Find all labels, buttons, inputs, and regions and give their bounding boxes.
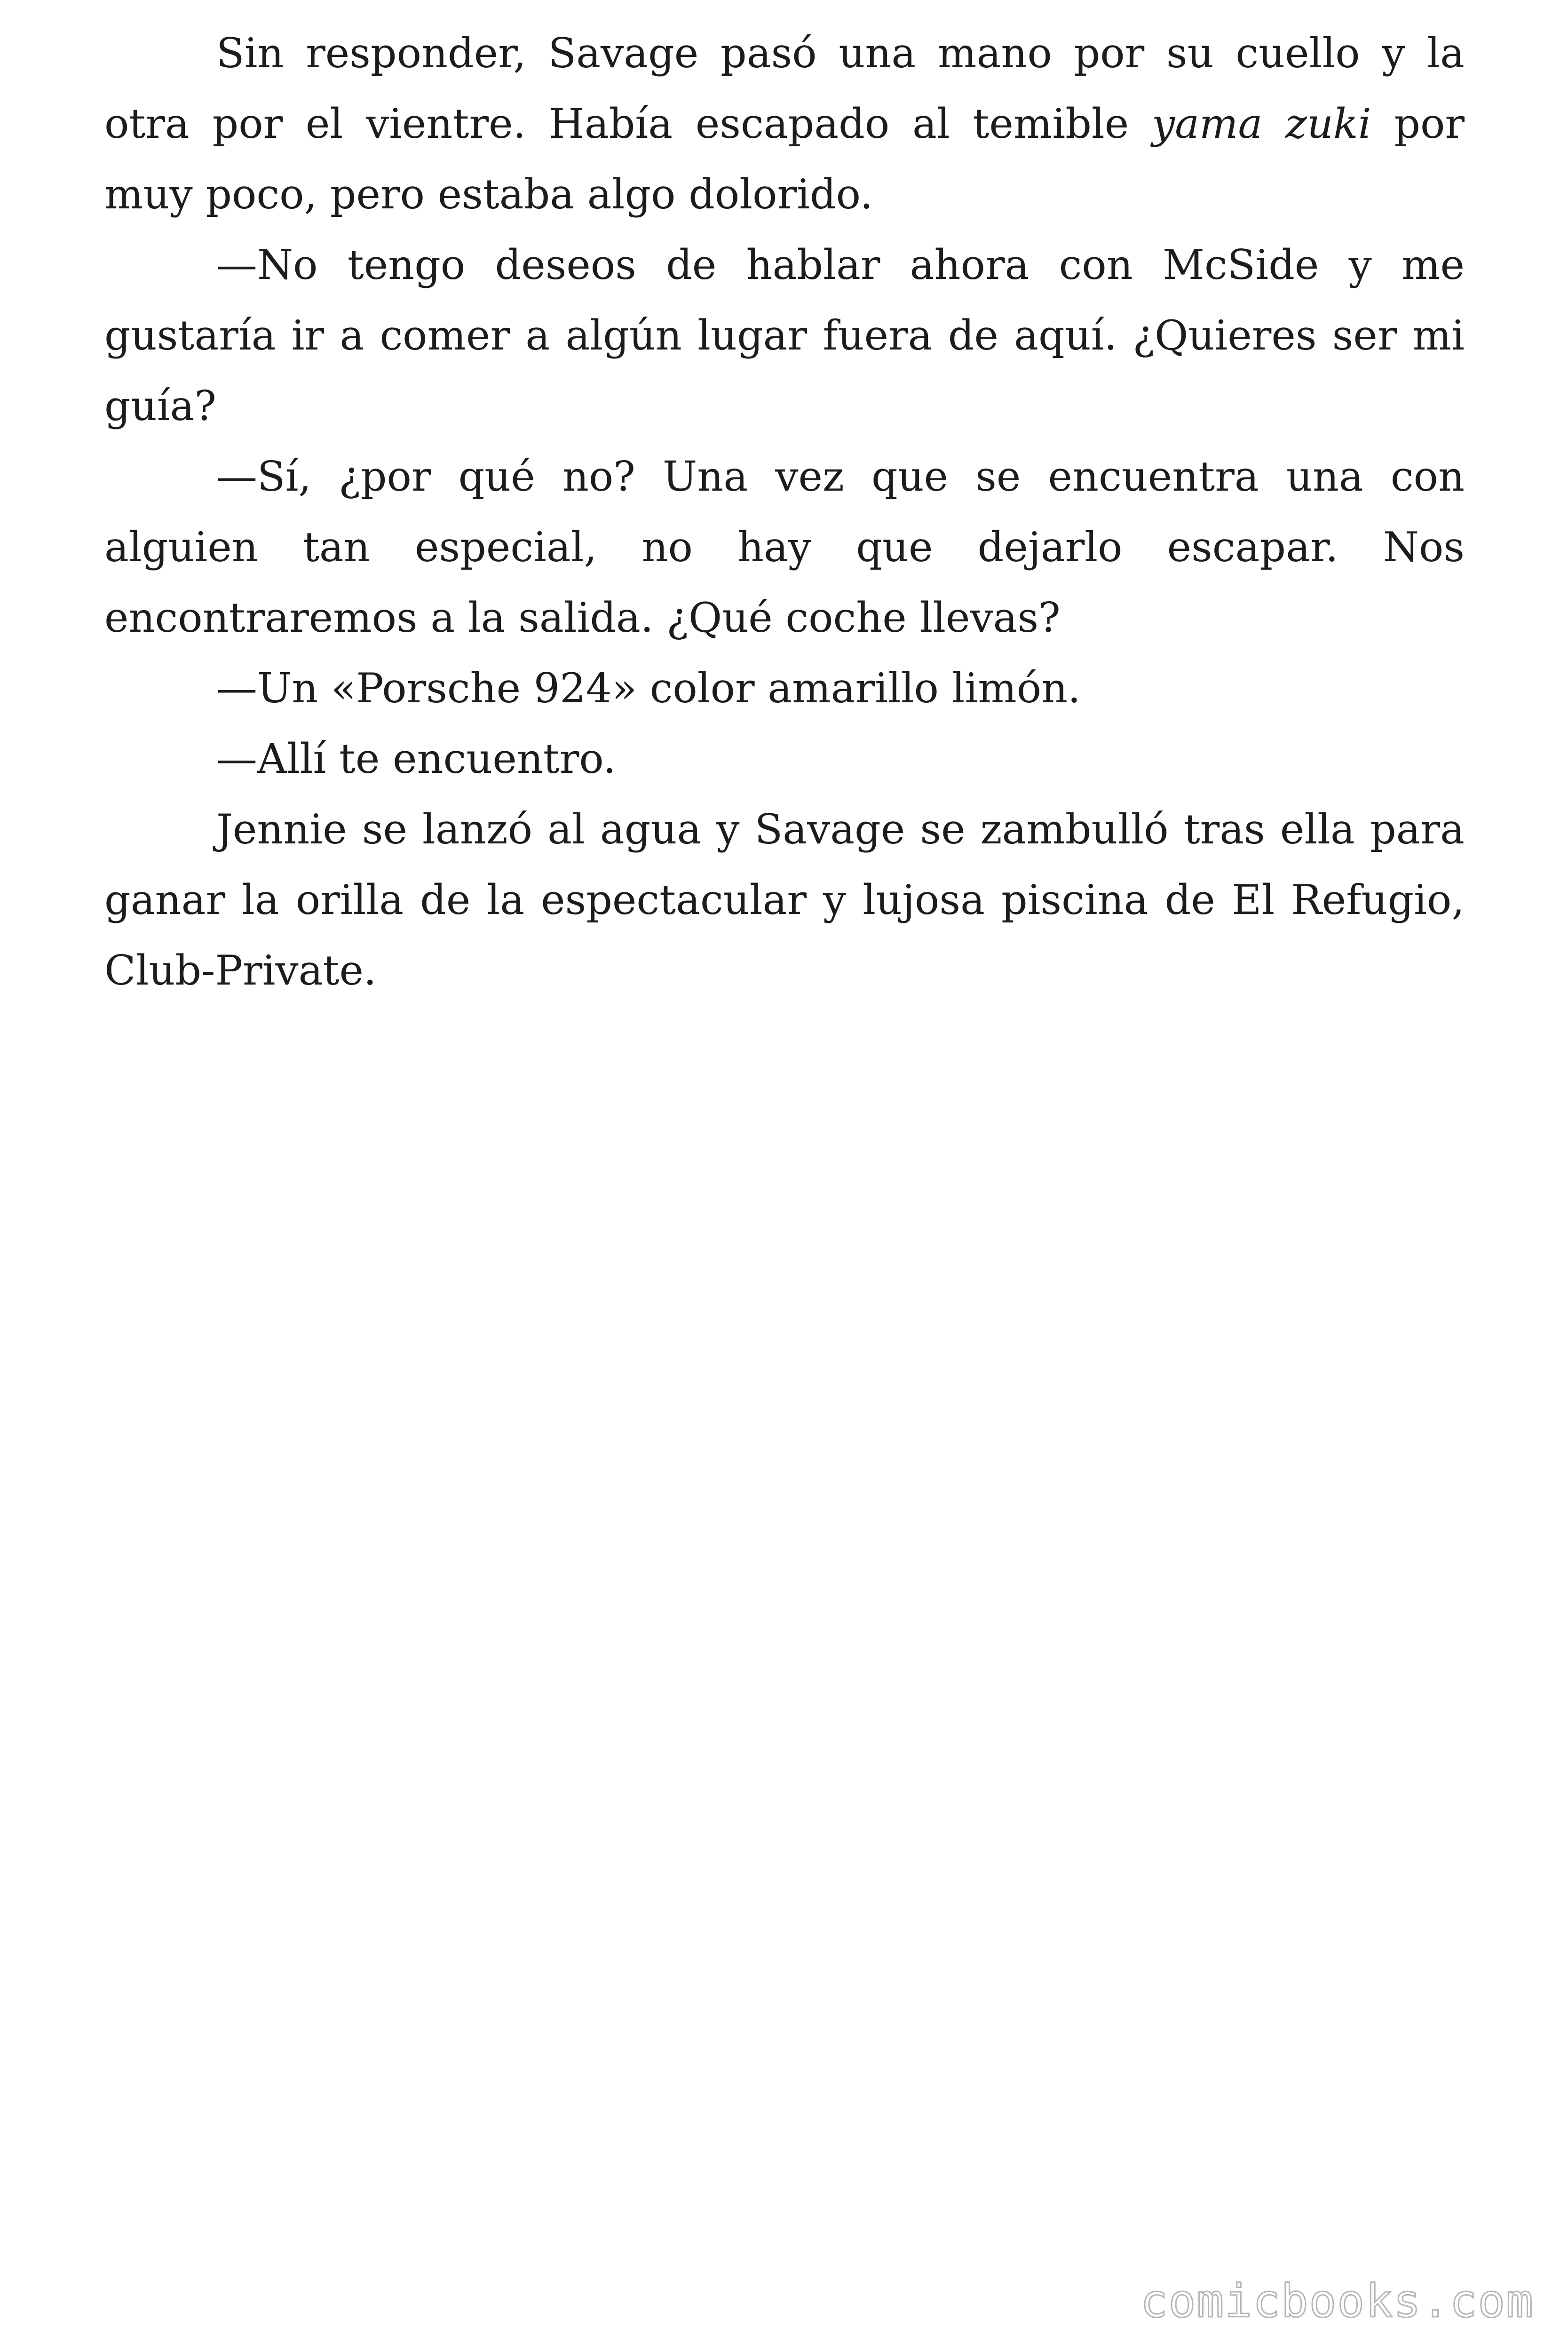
paragraph-text: por muy poco, pero estaba algo dolorido. — [104, 100, 1465, 218]
body-text — [104, 18, 1465, 1006]
paragraph: —Allí te encuentro. — [216, 735, 616, 783]
watermark: comicbooks.com — [1140, 2275, 1534, 2328]
paragraph: Jennie se lanzó al agua y Savage se zambulló tras ella para ganar la orilla de la espectacular y lujosa piscina de El Refugio, Club-Private. — [104, 805, 1465, 994]
paragraph: —Sí, ¿por qué no? Una vez que se encuentra una con alguien tan especial, no hay que dejarlo escapar. Nos encontraremos a la salida. ¿Qué coche llevas? — [104, 453, 1465, 642]
paragraph — [104, 18, 1465, 230]
emphasis-text: yama zuki — [1152, 100, 1371, 148]
paragraph: —No tengo deseos de hablar ahora con McSide y me gustaría ir a comer a algún lugar fuera de aquí. ¿Quieres ser mi guía? — [104, 241, 1465, 430]
paragraph: —Un «Porsche 924» color amarillo limón. — [216, 664, 1081, 712]
paragraph-text: Sin responder, Savage pasó una mano por su cuello y la otra por el vientre. Había escapado al temible — [104, 29, 1465, 148]
